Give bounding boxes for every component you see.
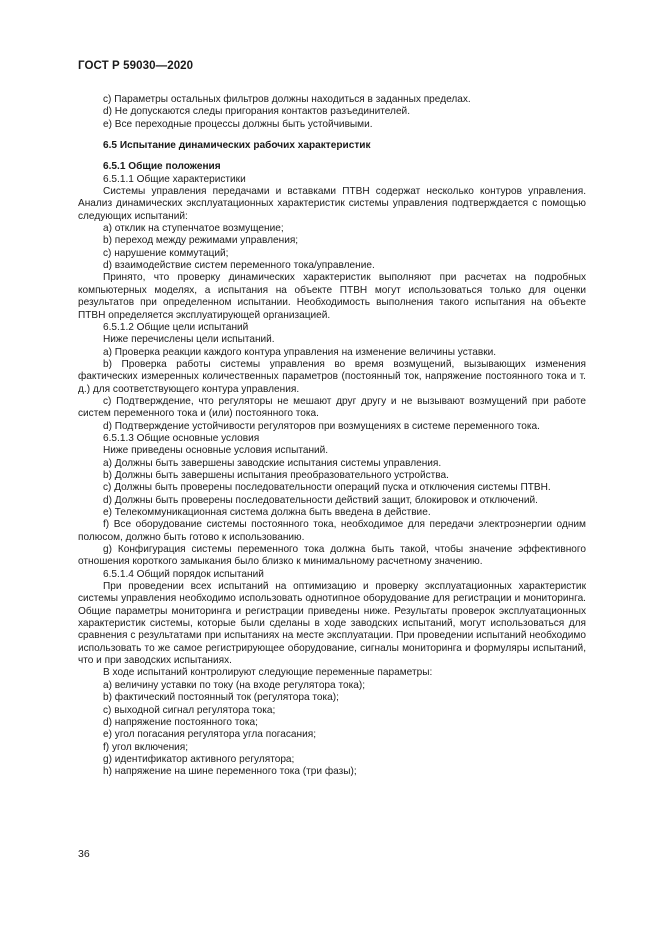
paragraph: g) Конфигурация системы переменного тока должна быть такой, чтобы значение эффективного отношения короткого замыкания было близко к минимальному расчетному значению. [78,544,586,568]
paragraph: 6.5.1.2 Общие цели испытаний [103,321,249,333]
paragraph: f) Все оборудование системы постоянного тока, необходимое для передачи электроэнергии одним полюсом, должно быть готово к использованию. [78,519,586,543]
paragraph: e) Телекоммуникационная система должна быть введена в действие. [103,507,431,518]
paragraph: h) напряжение на шине переменного тока (три фазы); [103,766,357,778]
paragraph: Ниже перечислены цели испытаний. [103,334,275,346]
paragraph: c) Параметры остальных фильтров должны находиться в заданных пределах. [103,94,471,105]
paragraph: b) Проверка работы системы управления во время возмущений, вызывающих изменения фактических измеренных количественных параметров (постоянный ток, напряжение постоянного тока и т. д.) для соответствующего контура управления. [78,358,586,395]
paragraph: d) Подтверждение устойчивости регуляторов при возмущениях в системе переменного тока. [103,420,540,432]
document-header: ГОСТ Р 59030—2020 [78,60,194,72]
paragraph: a) величину уставки по току (на входе регулятора тока); [103,679,366,691]
section-heading: 6.5 Испытание динамических рабочих характеристик [103,140,371,152]
paragraph: d) напряжение постоянного тока; [103,716,258,728]
paragraph: c) выходной сигнал регулятора тока; [103,704,276,716]
paragraph: d) взаимодействие систем переменного тока/управление. [103,260,375,272]
spacer [78,131,586,140]
paragraph: f) угол включения; [103,741,189,753]
section-heading: 6.5.1 Общие положения [103,161,221,173]
paragraph: a) Должны быть завершены заводские испытания системы управления. [103,457,442,469]
paragraph: Системы управления передачами и вставками ПТВН содержат несколько контуров управления. Анализ динамических эксплуатационных характеристик системы управления подтверждается с помощью следующих испытаний: [78,186,586,222]
paragraph: g) идентификатор активного регулятора; [103,753,295,765]
paragraph: 6.5.1.4 Общий порядок испытаний [103,568,264,580]
paragraph: b) переход между режимами управления; [103,235,299,247]
paragraph: c) нарушение коммутаций; [103,247,229,259]
paragraph: 6.5.1.3 Общие основные условия [103,432,260,444]
paragraph: Ниже приведены основные условия испытаний. [103,445,329,457]
paragraph: При проведении всех испытаний на оптимизацию и проверку эксплуатационных характеристик системы управления необходимо использовать однотипное оборудование для регистрации и мониторинга. Общие параметры мониторинга и регистрации приведены ниже. Результаты проверок эксплуатационных характеристик системы, которые были сделаны в ходе заводских испытаний, могут использоваться для сравнения с результатами при испытаниях на месте эксплуатации. При проведении испытаний необходимо использовать то же самое регистрирующее оборудование, сигналы мониторинга и формуляры испытаний, что и при заводских испытаниях. [78,581,586,667]
paragraph: a) Проверка реакции каждого контура управления на изменение величины уставки. [103,346,497,358]
paragraph: 6.5.1.1 Общие характеристики [103,173,246,185]
paragraph: c) Подтверждение, что регуляторы не мешают друг другу и не вызывают возмущений при работе систем переменного тока и (или) постоянного тока. [78,395,586,420]
paragraph: a) отклик на ступенчатое возмущение; [103,223,284,235]
document-body [78,94,586,779]
paragraph: e) Все переходные процессы должны быть устойчивыми. [103,118,373,130]
paragraph: В ходе испытаний контролируют следующие переменные параметры: [103,667,433,679]
paragraph: e) угол погасания регулятора угла погасания; [103,729,317,741]
paragraph: c) Должны быть проверены последовательности операций пуска и отключения системы ПТВН. [103,482,551,494]
paragraph: Принято, что проверку динамических характеристик выполняют при расчетах на подробных компьютерных моделях, а испытания на объекте ПТВН могут использоваться только для оценки результатов при определенном испытании. Необходимость выполнения такого испытания на объекте ПТВН определяется эксплуатирующей организацией. [78,272,586,321]
paragraph: d) Должны быть проверены последовательности действий защит, блокировок и отключений. [103,494,538,506]
paragraph: b) фактический постоянный ток (регулятора тока); [103,692,339,704]
paragraph: b) Должны быть завершены испытания преобразовательного устройства. [103,469,449,481]
page-number: 36 [78,848,90,860]
paragraph: d) Не допускаются следы пригорания контактов разъединителей. [103,106,410,118]
